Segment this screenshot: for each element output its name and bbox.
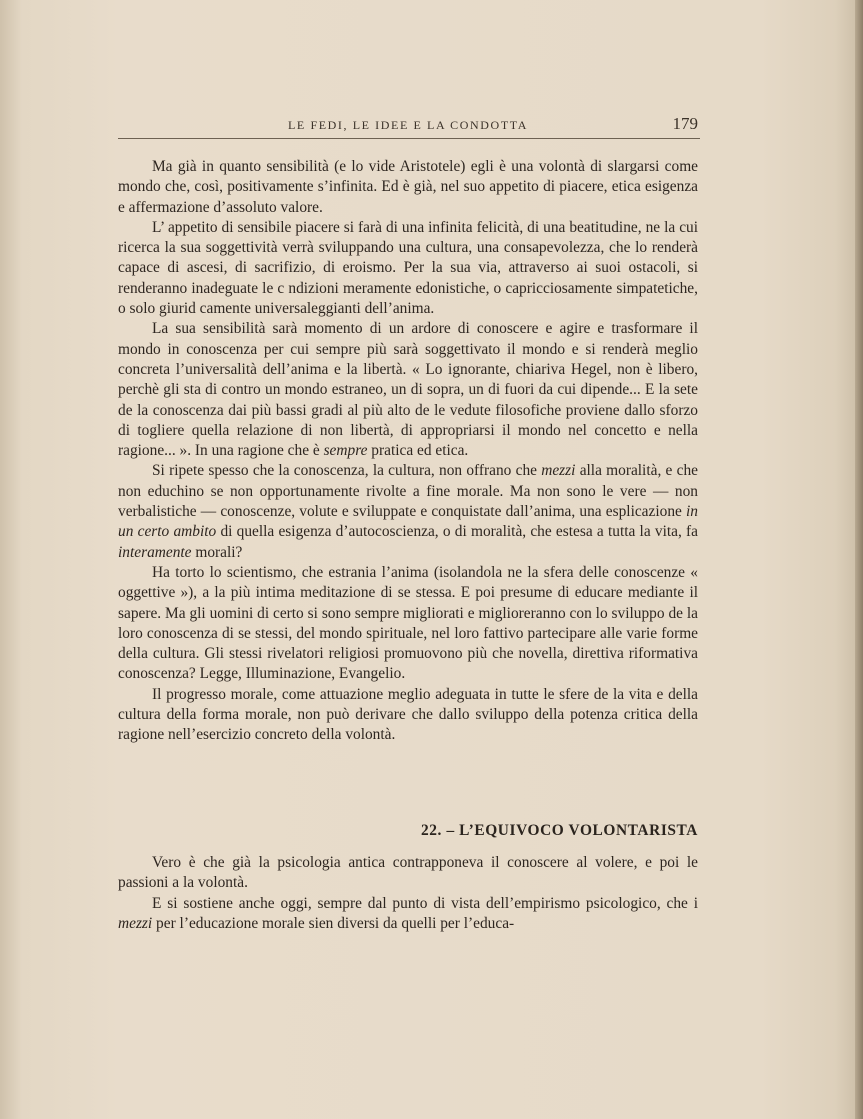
paragraph: Si ripete spesso che la conoscenza, la cultura, non offrano che mezzi alla moralità, e che non educhino se non opportunamente rivolte a fine morale. Ma non sono le vere — non verbalistiche — conoscenze, volute e sviluppate e conquistate dall’anima, una esplicazione in un certo ambito di quella esigenza d’autocoscienza, o di moralità, che estesa a tutta la vita, fa interamente morali? — [118, 462, 698, 561]
section-heading: 22. – L’EQUIVOCO VOLONTARISTA — [420, 822, 698, 839]
paragraph: E si sostiene anche oggi, sempre dal punto di vista dell’empirismo psicologico, che i mezzi per l’educazione morale sien diversi da quelli per l’educa- — [118, 894, 698, 932]
paragraph: Il progresso morale, come attuazione meglio adeguata in tutte le sfere de la vita e della cultura della forma morale, non può derivare che dallo sviluppo della potenza critica della ragione nell’esercizio concreto della volontà. — [118, 685, 698, 744]
italic-word: interamente — [118, 543, 192, 561]
paragraph: La sua sensibilità sarà momento di un ardore di conoscere e agire e trasformare il mondo in conoscenza per cui sempre più sarà soggettivato il mondo e si renderà meglio concreta l’universalità dell’anima e la libertà. « Lo ignorante, chiariva Hegel, non è libero, perchè gli sta di contro un mondo estraneo, un di sopra, un di fuori da cui dipende... E la sete de la conoscenza dai più bassi gradi al più alto de le vedute filosofiche proviene dallo sforzo di togliere quella relazione di non libertà, di appropriarsi il mondo nel concetto e nella ragione... ». In una ragione che è sempre pratica ed etica. — [118, 320, 698, 460]
italic-word: mezzi — [541, 462, 576, 480]
paragraph: Ma già in quanto sensibilità (e lo vide Aristotele) egli è una volontà di slargarsi come mondo che, così, positivamente s’infinita. Ed è già, nel suo appetito di piacere, etica esigenza e affermazione d’assoluto valore. — [118, 158, 698, 216]
header-rule — [118, 138, 700, 139]
italic-word: sempre — [323, 442, 368, 460]
section-body-text — [118, 853, 698, 934]
page-edge — [855, 0, 863, 1119]
body-text — [118, 157, 698, 746]
paragraph: Vero è che già la psicologia antica contrapponeva il conoscere al volere, e poi le passioni a la volontà. — [118, 854, 698, 892]
paragraph: L’ appetito di sensibile piacere si farà di una infinita felicità, di una beatitudine, ne la cui ricerca la sua soggettività verrà sviluppando una cultura, una consapevolezza, che lo renderà capace di ascesi, di sacrifizio, di eroismo. Per la sua via, attraverso ai suoi ostacoli, si renderanno inadeguate le c ndizioni meramente edonistiche, o capricciosamente simpatetiche, o solo giurid camente universaleggianti dell’anima. — [118, 218, 698, 318]
running-title: LE FEDI, LE IDEE E LA CONDOTTA — [287, 118, 528, 132]
paragraph: Ha torto lo scientismo, che estrania l’anima (isolandola ne la sfera delle conoscenze « oggettive »), a la più intima meditazione di se stessa. E poi presume di educare mediante il sapere. Ma gli uomini di certo si sono sempre migliorati e miglioreranno con lo sviluppo de la loro conoscenza di se stessi, del mondo spirituale, nel loro fattivo partecipare alle varie forme della cultura. Gli stessi rivelatori religiosi promuovono più che novella, direttiva riformativa conoscenza? Legge, Illuminazione, Evangelio. — [118, 563, 698, 683]
page-header — [118, 114, 698, 138]
italic-word: mezzi — [118, 914, 153, 932]
italic-word: in un certo ambito — [118, 503, 698, 541]
page-number: 179 — [672, 114, 698, 133]
